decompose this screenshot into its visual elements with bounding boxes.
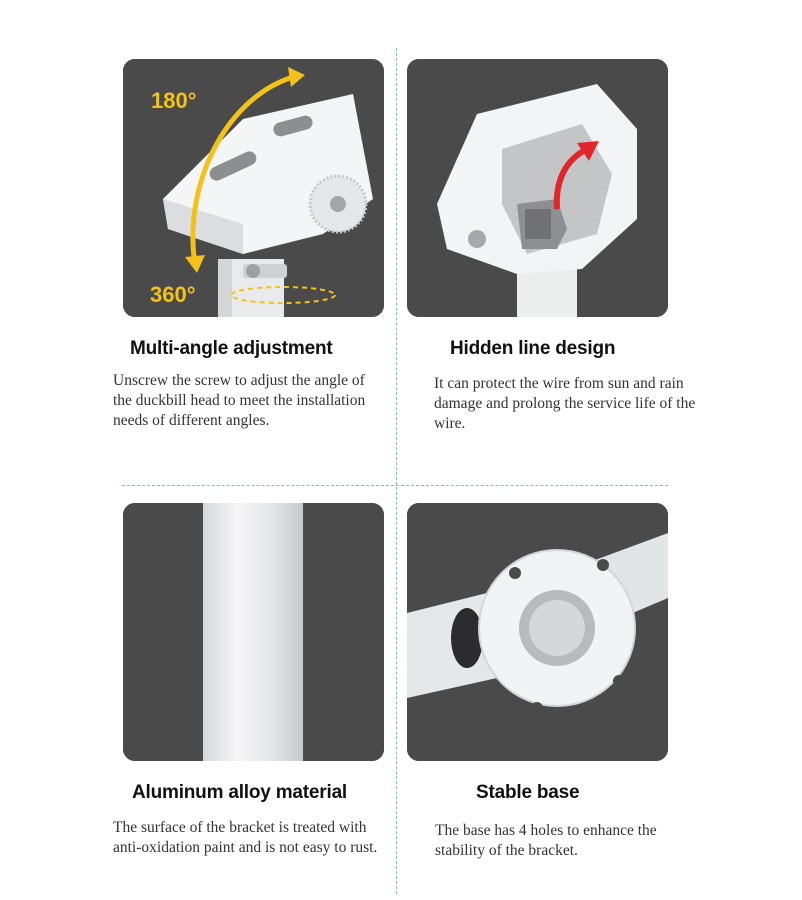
panel-desc-aluminum: The surface of the bracket is treated with anti-oxidation paint and is not easy to rust. xyxy=(113,819,378,856)
panel-title-aluminum: Aluminum alloy material xyxy=(132,782,348,803)
horizontal-divider xyxy=(122,485,668,486)
panel-title-multi-angle: Multi-angle adjustment xyxy=(130,338,333,359)
panel-desc-multi-angle: Unscrew the screw to adjust the angle of the duckbill head to meet the installation needs of different angles. xyxy=(113,372,366,429)
hidden-line-photo xyxy=(407,59,668,317)
panel-title-stable-base: Stable base xyxy=(476,782,580,803)
stable-base-photo xyxy=(407,503,668,761)
panel-desc-stable-base: The base has 4 holes to enhance the stability of the bracket. xyxy=(435,822,657,859)
angle-label-180: 180° xyxy=(151,88,197,113)
panel-title-hidden-line: Hidden line design xyxy=(450,338,616,359)
hidden-line-illustration xyxy=(407,59,668,317)
aluminum-pole-illustration xyxy=(123,503,384,761)
stable-base-illustration xyxy=(407,503,668,761)
panel-desc-hidden-line: It can protect the wire from sun and rain damage and prolong the service life of the wire. xyxy=(434,375,696,432)
angle-label-360: 360° xyxy=(150,282,196,307)
vertical-divider xyxy=(396,48,397,894)
aluminum-pole-photo xyxy=(123,503,384,761)
